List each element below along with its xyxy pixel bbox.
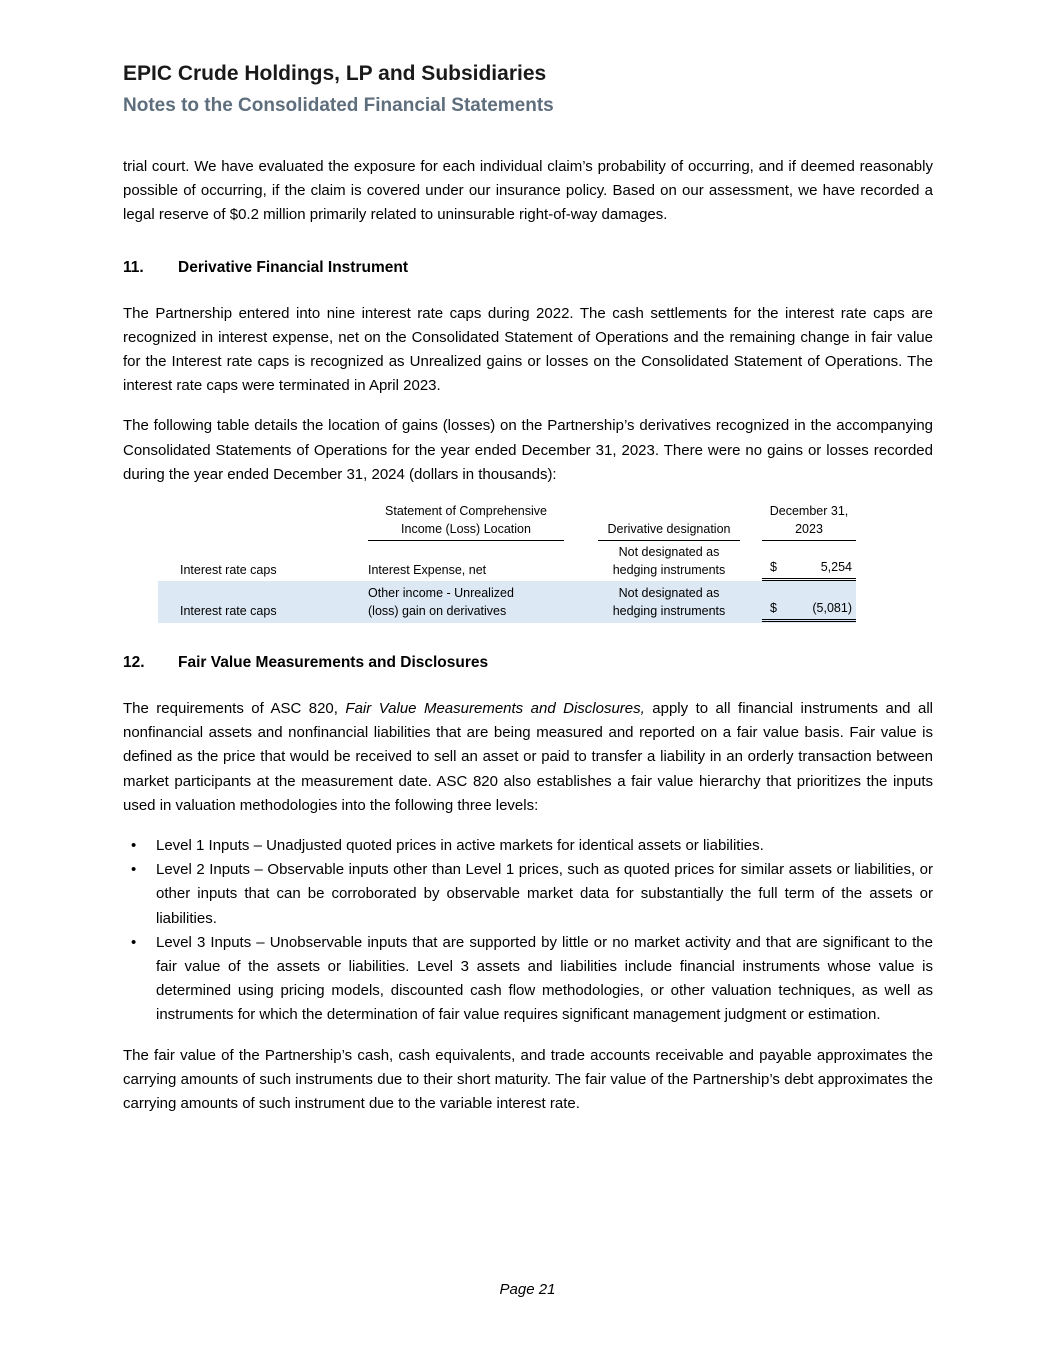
column-header-date bbox=[762, 502, 856, 541]
column-header-derivative-designation: Derivative designation bbox=[598, 520, 740, 541]
header-date-line1: December 31, bbox=[769, 504, 849, 519]
row-designation-line1: Not designated as bbox=[618, 545, 720, 560]
currency-symbol: $ bbox=[770, 560, 777, 575]
bullet-icon: • bbox=[131, 837, 137, 855]
table-row bbox=[180, 543, 856, 581]
section-12-paragraph-2: The fair value of the Partnership’s cash, cash equivalents, and trade accounts receivable and payable approximates the carrying amounts of such instruments due to their short maturity. The fair value of the Partnership’s debt approximates the carrying amounts of such instrument due to the variable interest rate. bbox=[123, 1046, 933, 1113]
column-header-income-location bbox=[368, 502, 564, 541]
row-designation bbox=[598, 584, 740, 622]
row-gap bbox=[564, 604, 598, 622]
document-title: EPIC Crude Holdings, LP and Subsidiaries bbox=[123, 62, 547, 85]
section-12-heading bbox=[123, 651, 933, 675]
section-11-paragraph-2: The following table details the location of gains (losses) on the Partnership’s derivatives recognized in the accompanying Consolidated Statements of Operations for the year ended December 31, 2023. There were no gains or losses recorded during the year ended December 31, 2024 (dollars in thousands): bbox=[123, 417, 933, 483]
asc820-standard-name: Fair Value Measurements and Disclosures, bbox=[345, 700, 645, 718]
carryover-paragraph: trial court. We have evaluated the exposure for each individual claim’s probability of occurring, and if deemed reasonably possible of occurring, if the claim is covered under our insurance policy. Based on our assessment, we have recorded a legal reserve of $0.2 million primarily related to uninsurable right-of-way damages. bbox=[123, 158, 933, 224]
section-12-paragraph-1 bbox=[123, 697, 933, 818]
row-location-line2: (loss) gain on derivatives bbox=[368, 604, 507, 619]
row-gap bbox=[740, 563, 762, 581]
table-header-row bbox=[180, 502, 856, 541]
section-12-title: Fair Value Measurements and Disclosures bbox=[178, 654, 489, 672]
list-item-level-3 bbox=[123, 931, 933, 1028]
level-3-text: Level 3 Inputs – Unobservable inputs that are supported by little or no market activity and that are significant to the fair value of the assets or liabilities. Level 3 assets and liabilities include financial instruments whose value is determined using pricing models, discounted cash flow methodologies, or other valuation techniques, as well as instruments for which the determination of fair value requires significant management judgment or estimation. bbox=[156, 933, 933, 1024]
amount-value: (5,081) bbox=[812, 601, 852, 616]
header-location-line1: Statement of Comprehensive bbox=[385, 504, 547, 519]
row-designation bbox=[598, 543, 740, 581]
bullet-icon: • bbox=[131, 933, 137, 951]
row-amount bbox=[762, 599, 856, 622]
asc820-text-pre: The requirements of ASC 820, bbox=[123, 700, 346, 718]
list-item-level-2 bbox=[123, 858, 933, 931]
level-2-text: Level 2 Inputs – Observable inputs other than Level 1 prices, such as quoted prices for similar assets or liabilities, or other inputs that can be corroborated by observable market data for substantially the full term of the assets or liabilities. bbox=[156, 861, 933, 927]
section-11-paragraph-1: The Partnership entered into nine interest rate caps during 2022. The cash settlements for the interest rate caps are recognized in interest expense, net on the Consolidated Statement of Operations and the remaining change in fair value for the Interest rate caps is recognized as Unrealized gains or losses on the Consolidated Statement of Operations. The interest rate caps were terminated in April 2023. bbox=[123, 304, 933, 395]
section-12-number: 12. bbox=[123, 654, 145, 672]
header-gap bbox=[740, 523, 762, 541]
document-subtitle: Notes to the Consolidated Financial Statements bbox=[123, 95, 554, 116]
row-amount bbox=[762, 558, 856, 581]
header-date-line2: 2023 bbox=[795, 522, 823, 537]
row-designation-line2: hedging instruments bbox=[612, 604, 726, 619]
row-gap bbox=[564, 563, 598, 581]
row-designation-line2: hedging instruments bbox=[612, 563, 726, 578]
section-11-heading bbox=[123, 256, 933, 280]
row-instrument: Interest rate caps bbox=[180, 604, 277, 619]
fair-value-levels-list bbox=[123, 834, 933, 1028]
row-location bbox=[368, 584, 564, 622]
row-location-line1: Other income - Unrealized bbox=[368, 586, 514, 601]
currency-symbol: $ bbox=[770, 601, 777, 616]
asc820-text-post: apply to all financial instruments and all nonfinancial assets and nonfinancial liabilities that are being measured and reported on a fair value basis. Fair value is defined as the price that would be received to sell an asset or paid to transfer a liability in an orderly transaction between market participants at the measurement date. ASC 820 also establishes a fair value hierarchy that prioritizes the inputs used in valuation methodologies into the following three levels: bbox=[123, 700, 933, 814]
document-content bbox=[123, 0, 933, 1116]
level-1-text: Level 1 Inputs – Unadjusted quoted prices in active markets for identical assets or liabilities. bbox=[156, 837, 764, 855]
page-number: Page 21 bbox=[499, 1281, 556, 1298]
table-row-shaded bbox=[158, 581, 856, 623]
header-gap bbox=[564, 523, 598, 541]
amount-value: 5,254 bbox=[820, 560, 852, 575]
list-item-level-1 bbox=[123, 834, 933, 858]
row-designation-line1: Not designated as bbox=[618, 586, 720, 601]
derivatives-gains-losses-table bbox=[180, 502, 856, 623]
section-11-title: Derivative Financial Instrument bbox=[178, 258, 408, 276]
bullet-icon: • bbox=[131, 861, 137, 879]
header-spacer bbox=[180, 523, 368, 541]
section-11-number: 11. bbox=[123, 258, 144, 276]
row-location: Interest Expense, net bbox=[368, 563, 487, 578]
header-location-line2: Income (Loss) Location bbox=[401, 522, 531, 537]
row-gap bbox=[740, 604, 762, 622]
row-instrument: Interest rate caps bbox=[180, 563, 277, 578]
